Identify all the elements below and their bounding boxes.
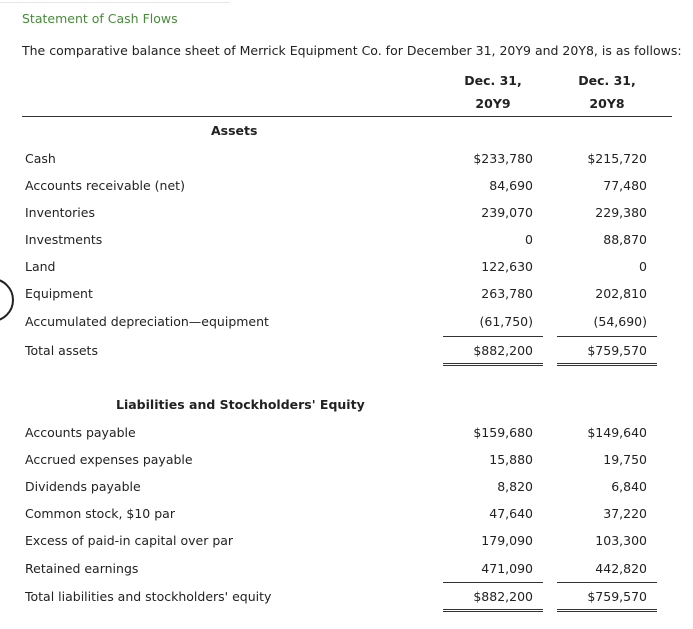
row-label: Accrued expenses payable — [25, 452, 193, 467]
total-rule-20y8 — [557, 363, 657, 366]
table-row — [0, 151, 693, 171]
value-20y9: 0 — [525, 232, 533, 247]
value-20y8: 88,870 — [603, 232, 647, 247]
subtotal-rule-20y9 — [443, 582, 543, 583]
value-20y8: 442,820 — [595, 561, 647, 576]
row-label: Accounts payable — [25, 425, 136, 440]
table-row — [0, 561, 693, 581]
value-20y9: $882,200 — [473, 589, 533, 604]
value-20y9: 263,780 — [481, 286, 533, 301]
value-20y9: 8,820 — [497, 479, 533, 494]
table-row — [0, 425, 693, 445]
row-label: Accounts receivable (net) — [25, 178, 185, 193]
total-rule-20y9 — [443, 609, 543, 612]
col-20y9-header-line1: Dec. 31, — [464, 73, 522, 88]
value-20y8: $215,720 — [587, 151, 647, 166]
table-row — [0, 178, 693, 198]
total-rule-20y9 — [443, 363, 543, 366]
value-20y8: 229,380 — [595, 205, 647, 220]
value-20y9: $882,200 — [473, 343, 533, 358]
value-20y9: 239,070 — [481, 205, 533, 220]
row-label: Inventories — [25, 205, 95, 220]
value-20y9: (61,750) — [479, 314, 533, 329]
value-20y8: 19,750 — [603, 452, 647, 467]
value-20y8: $149,640 — [587, 425, 647, 440]
intro-text: The comparative balance sheet of Merrick Equipment Co. for December 31, 20Y9 and 20Y8, is as follows: — [22, 43, 682, 58]
table-row — [0, 533, 693, 553]
row-label: Cash — [25, 151, 56, 166]
subtotal-rule-20y9 — [443, 336, 543, 337]
subtotal-rule-20y8 — [557, 582, 657, 583]
value-20y9: 47,640 — [489, 506, 533, 521]
row-label: Total liabilities and stockholders' equity — [25, 589, 272, 604]
table-row — [0, 286, 693, 306]
value-20y9: 179,090 — [481, 533, 533, 548]
row-label: Accumulated depreciation—equipment — [25, 314, 269, 329]
value-20y9: 15,880 — [489, 452, 533, 467]
value-20y8: 77,480 — [603, 178, 647, 193]
row-label: Dividends payable — [25, 479, 141, 494]
value-20y9: $159,680 — [473, 425, 533, 440]
subtotal-rule-20y8 — [557, 336, 657, 337]
row-label: Common stock, $10 par — [25, 506, 175, 521]
assets-heading: Assets — [211, 123, 258, 138]
value-20y8: $759,570 — [587, 589, 647, 604]
value-20y8: (54,690) — [593, 314, 647, 329]
row-label: Investments — [25, 232, 103, 247]
table-row — [0, 452, 693, 472]
page-title: Statement of Cash Flows — [22, 11, 178, 26]
liabilities-heading: Liabilities and Stockholders' Equity — [116, 397, 365, 412]
title-divider — [0, 2, 230, 3]
table-row — [0, 314, 693, 334]
value-20y8: 6,840 — [611, 479, 647, 494]
row-label: Land — [25, 259, 56, 274]
row-label: Excess of paid-in capital over par — [25, 533, 234, 548]
table-row — [0, 343, 693, 363]
table-row — [0, 589, 693, 609]
header-rule — [22, 116, 672, 117]
value-20y8: 37,220 — [603, 506, 647, 521]
row-label: Total assets — [25, 343, 98, 358]
table-row — [0, 232, 693, 252]
col-20y8-header-line2: 20Y8 — [589, 96, 625, 111]
total-rule-20y8 — [557, 609, 657, 612]
value-20y8: $759,570 — [587, 343, 647, 358]
row-label: Equipment — [25, 286, 93, 301]
value-20y9: 84,690 — [489, 178, 533, 193]
value-20y8: 103,300 — [595, 533, 647, 548]
table-row — [0, 259, 693, 279]
table-row — [0, 205, 693, 225]
value-20y9: $233,780 — [473, 151, 533, 166]
value-20y8: 202,810 — [595, 286, 647, 301]
value-20y9: 122,630 — [481, 259, 533, 274]
table-row — [0, 479, 693, 499]
col-20y9-header-line2: 20Y9 — [475, 96, 511, 111]
col-20y8-header-line1: Dec. 31, — [578, 73, 636, 88]
table-row — [0, 506, 693, 526]
value-20y8: 0 — [639, 259, 647, 274]
value-20y9: 471,090 — [481, 561, 533, 576]
row-label: Retained earnings — [25, 561, 139, 576]
